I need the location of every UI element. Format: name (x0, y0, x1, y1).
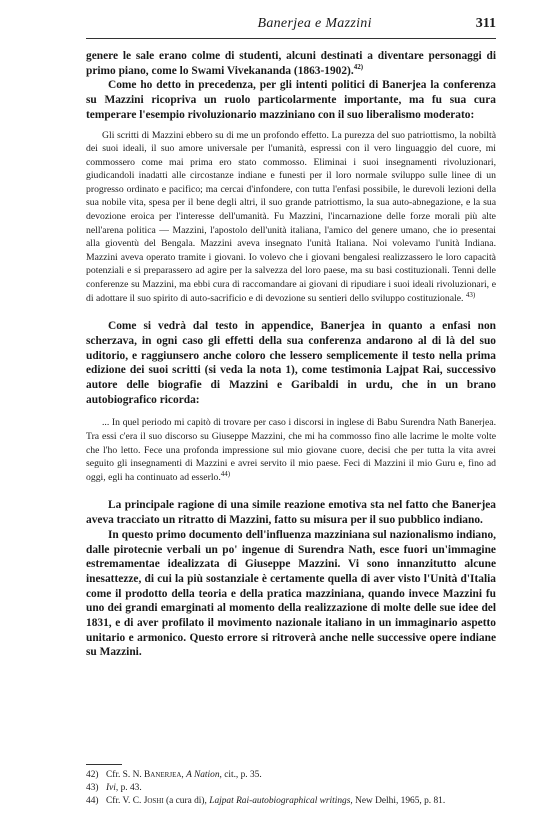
footnote (86, 795, 496, 808)
footnote-text: (a cura di), (163, 796, 210, 806)
footnote-ref: 44) (220, 469, 231, 478)
running-title: Banerjea e Mazzini (257, 16, 372, 31)
footnote-number: 43) (86, 783, 99, 793)
footnote-title: Lajpat Rai-autobiographical writings (209, 796, 351, 806)
footnote-ref: 43) (465, 290, 476, 299)
footnote-author: Joshi (143, 796, 164, 806)
footnote-title: A Nation (186, 770, 220, 780)
footnote-ref: 42) (353, 62, 364, 71)
footnote-title: Ivi (106, 783, 116, 793)
footnote-text: Cfr. V. C. (106, 796, 144, 806)
quote-text: Gli scritti di Mazzini ebbero su di me un profondo effetto. La purezza del suo patriottismo, la nobiltà dei suoi ideali, il suo amore universale per l'umanità, espressi con il vero linguaggio del cuore, mi commossero come mai prima ero stato commosso. Eliminai i suoi insegnamenti rivoluzionari, giudicandoli inadatti alle circostanze indiane e funesti per il loro normale sviluppo sulle linee di un progresso ordinato e pacifico; ma cercai d'infondere, con tutta l'enfasi possibile, le durevoli lezioni della sua nobile vita, spesa per il bene degli altri, il suo grande patriottismo, la sua auto-abnegazione, e la sua devozione eroica per l'interesse dell'umanità. Fu Mazzini, l'incarnazione delle forze morali più alte nell'arena politica — Mazzini, l'apostolo dell'unità italiana, l'amico del genere umano, che io presentai alla gioventù del Bengala. Mazzini aveva insegnato l'unità Italiana. Noi volevamo l'unità Indiana. Mazzini aveva operato tramite i giovani. Io volevo che i giovani bengalesi realizzassero le loro capacità potenziali e si preparassero ad agire per la salvezza del loro paese, ma su basi costituzionali. Tenni delle conferenze su Mazzini, ma ebbi cura di raccomandare ai giovani di ripudiare i suoi ideali rivoluzionari, e di adottare il suo spirito di auto-sacrificio e di devozione su sentieri dello sviluppo costituzionale. (86, 129, 496, 304)
page-body (86, 49, 496, 660)
running-header (86, 16, 496, 39)
block-quote (86, 129, 496, 306)
paragraph: La principale ragione di una simile reazione emotiva sta nel fatto che Banerjea aveva tracciato un ritratto di Mazzini, fatto su misura per il suo pubblico indiano. (86, 499, 496, 527)
footnote (86, 782, 496, 795)
footnote-text: , cit., p. 35. (219, 770, 262, 780)
paragraph: Come si vedrà dal testo in appendice, Banerjea in quanto a enfasi non scherzava, in ogni caso gli effetti della sua conferenza andarono al di là del suo uditorio, e raggiunsero anche coloro che lessero semplicemente il testo nella prima edizione dei suoi scritti (si veda la nota 1), come testimonia Lajpat Rai, successivo autore delle biografie di Mazzini e Garibaldi in urdu, che in un brano autobiografico ricorda: (86, 320, 496, 406)
footnote-separator (86, 764, 122, 765)
footnote-author: Banerjea (144, 770, 182, 780)
footnote-number: 42) (86, 770, 99, 780)
footnote-text: , (181, 770, 187, 780)
footnote-number: 44) (86, 796, 99, 806)
paragraph: Come ho detto in precedenza, per gli intenti politici di Banerjea la conferenza su Mazzini ricopriva un ruolo particolarmente importante, ma fu sua cura temperare l'esempio rivoluzionario mazziniano con il suo liberalismo moderato: (86, 79, 496, 121)
page-number: 311 (475, 16, 496, 31)
footnotes (86, 769, 496, 808)
footnote-text: , New Delhi, 1965, p. 81. (350, 796, 446, 806)
paragraph: In questo primo documento dell'influenza mazziniana sul nazionalismo indiano, dalle pirotecnie verbali un po' ingenue di Surendra Nath, esce fuori un'immagine estremamentae idealizzata di Giuseppe Mazzini. Vi sono innanzitutto alcune inesattezze, di cui la più sostanziale è certamente quella di aver visto l'Unità d'Italia come il prodotto della teoria e della pratica mazziniana, quando invece Mazzini fu uno dei grandi emarginati al momento della realizzazione di molte delle sue idee del 1831, e di aver profilato il movimento nazionale italiano in un immaginario aspetto unitario e armonico. Questo errore si ritroverà anche nelle successive opere indiane su Mazzini. (86, 528, 496, 659)
footnote-text: , p. 43. (115, 783, 142, 793)
footnote (86, 769, 496, 782)
footnote-text: Cfr. S. N. (106, 770, 145, 780)
block-quote (86, 416, 496, 484)
paragraph-continuation (86, 49, 496, 78)
quote-text: ... In quel periodo mi capitò di trovare per caso i discorsi in inglese di Babu Surendra Nath Banerjea. Tra essi c'era il suo discorso su Giuseppe Mazzini, che mi ha commosso fino alle lacrime le molte volte che l'ho letto. Fece una profonda impressione sul mio giovane cuore, decisi che per tutta la vita avrei seguito gli insegnamenti di Mazzini e avrei servito il mio paese. Feci di Mazzini il mio Guru e, fino ad oggi, egli ha continuato ad esserlo. (86, 417, 496, 483)
paragraph-text: genere le sale erano colme di studenti, alcuni destinati a diventare personaggi di primo piano, come lo Swami Vivekananda (1863-1902). (86, 50, 496, 77)
